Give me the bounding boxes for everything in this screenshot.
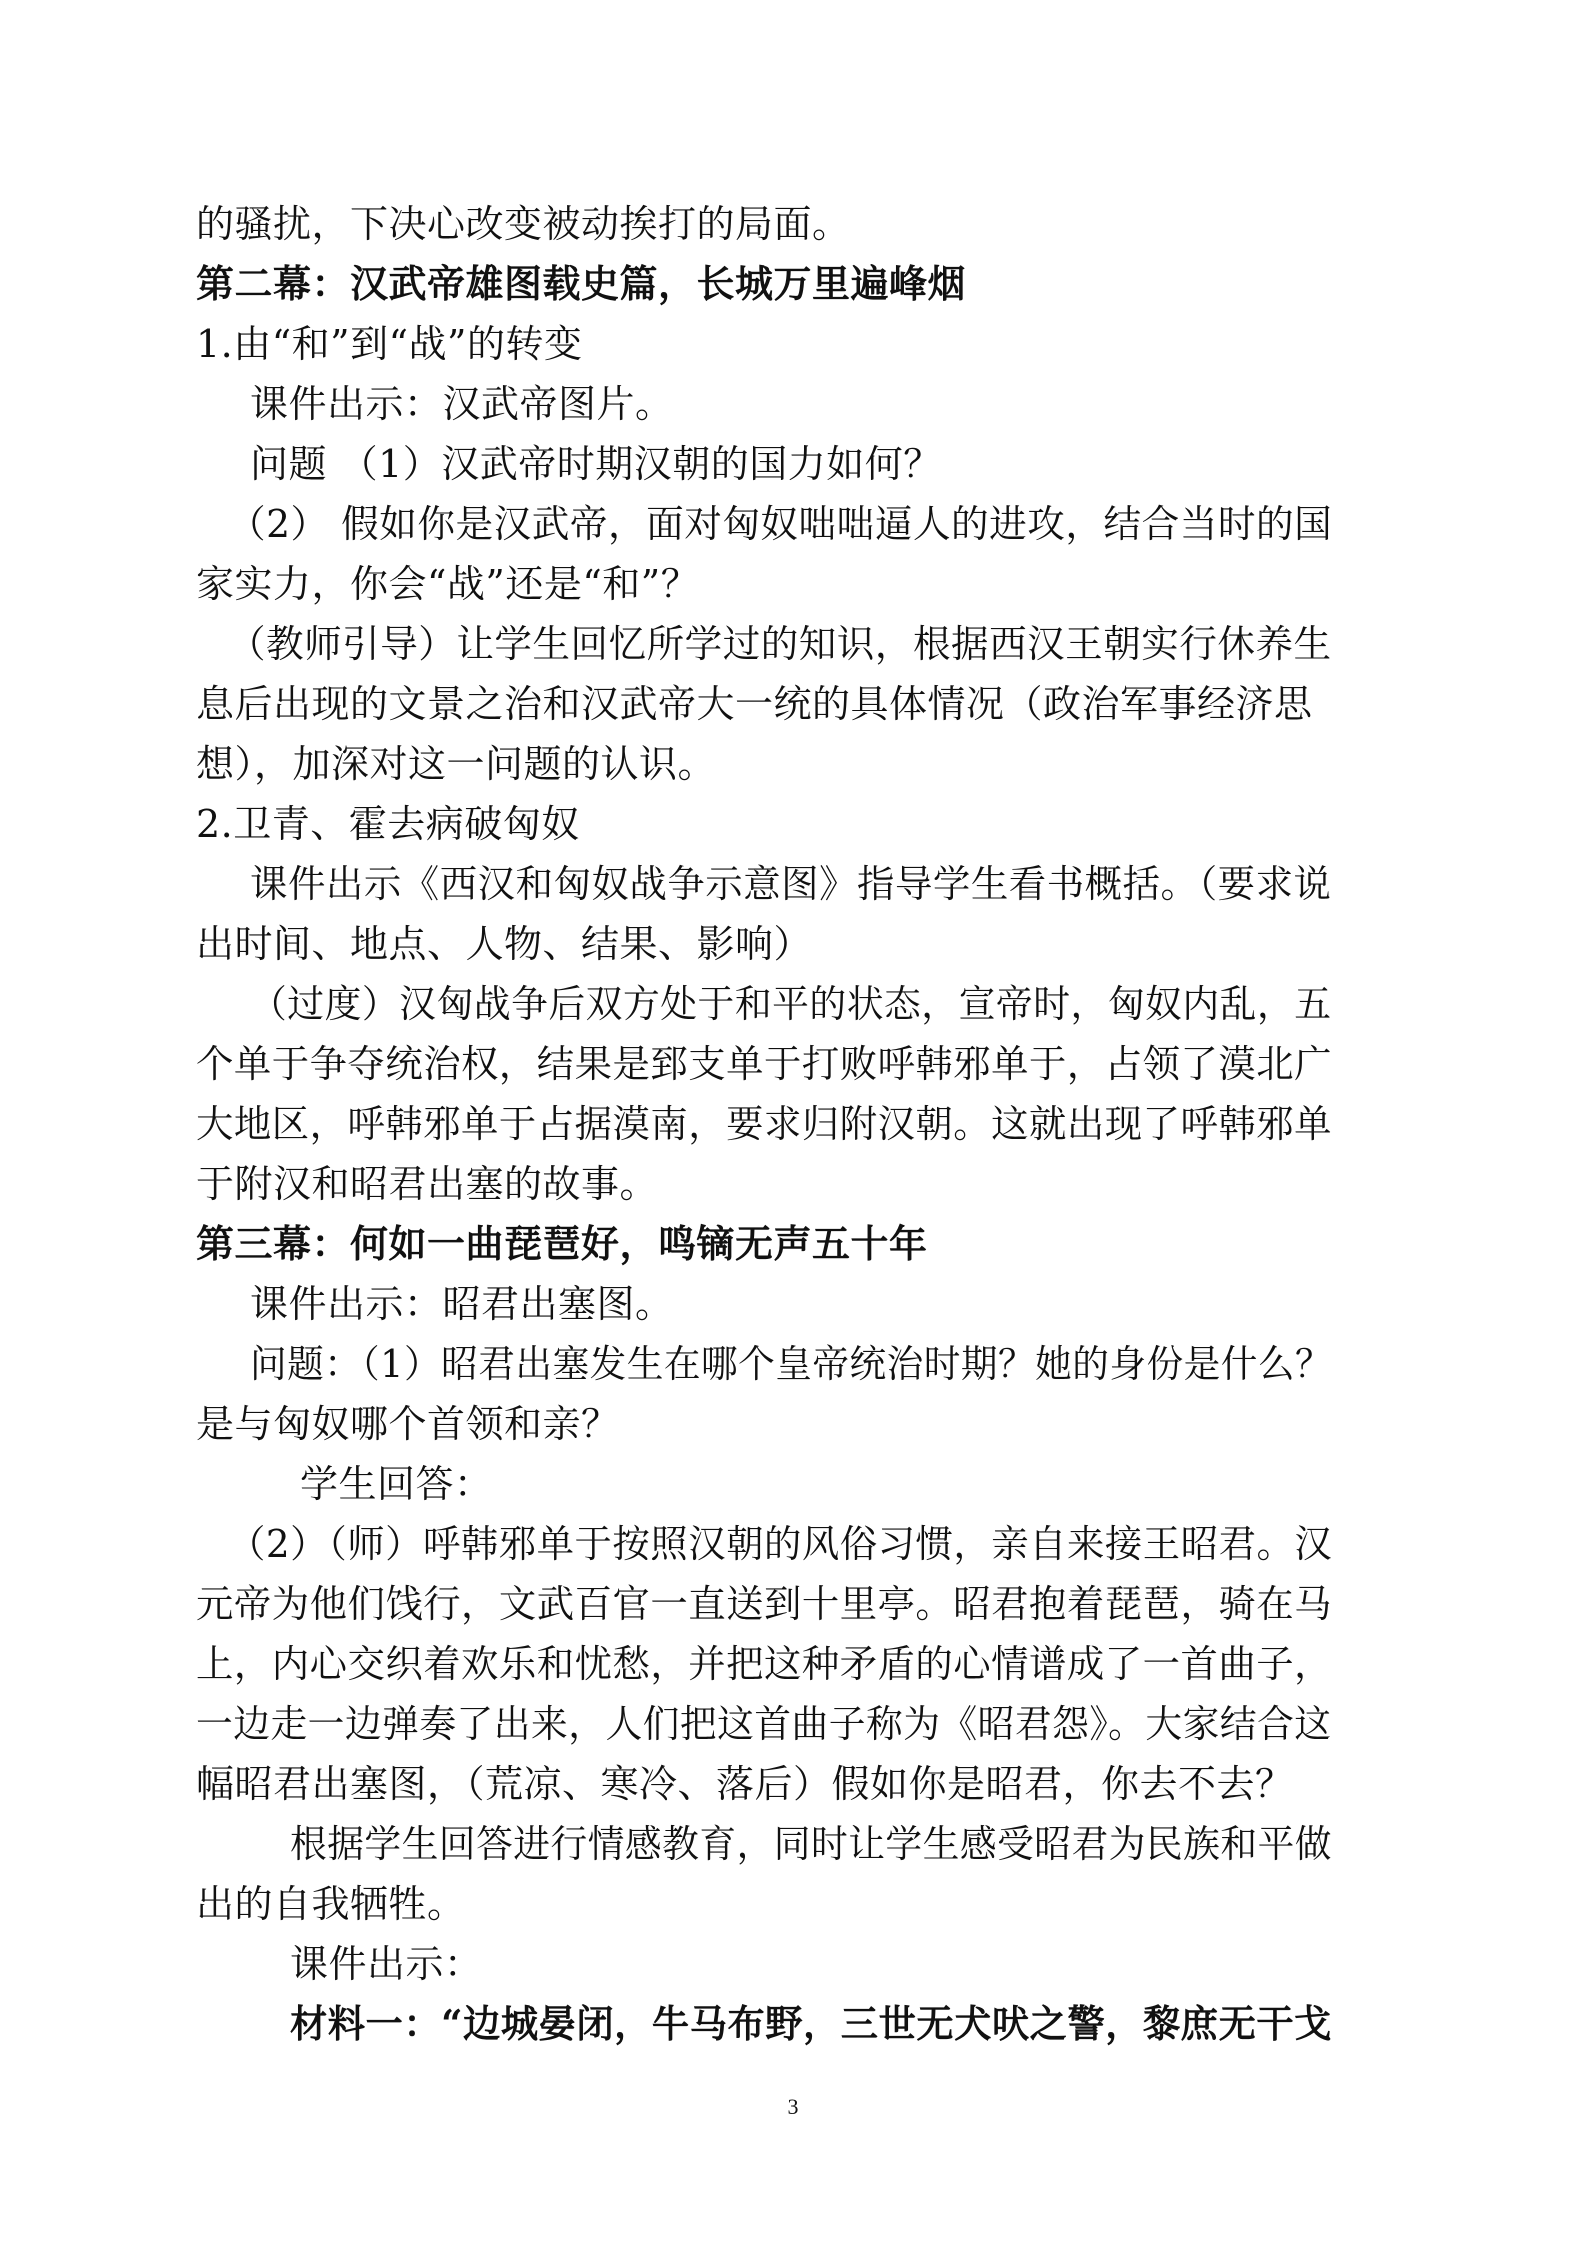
transition-line-3: 大地区，呼韩邪单于占据漠南，要求归附汉朝。这就出现了呼韩邪单 (196, 1102, 1332, 1146)
text-line-7: 家实力，你会“战”还是“和”？ (196, 562, 700, 606)
section-heading-2: 2.卫青、霍去病破匈奴 (196, 802, 580, 846)
teacher-guide-line-3: 想），加深对这一问题的认识。 (196, 742, 717, 786)
act-three-heading: 第三幕：何如一曲琵琶好，鸣镝无声五十年 (196, 1221, 928, 1266)
question-line-2: （2） 假如你是汉武帝，面对匈奴咄咄逼人的进攻，结合当时的国 (228, 502, 1333, 546)
text-line-30: 课件出示： (290, 1942, 483, 1986)
text-line-29: 出的自我牺牲。 (196, 1882, 466, 1926)
text-line-28: 根据学生回答进行情感教育，同时让学生感受昭君为民族和平做 (290, 1822, 1333, 1866)
transition-line-2: 个单于争夺统治权，结果是郅支单于打败呼韩邪单于，占领了漠北广 (196, 1042, 1332, 1086)
text-line-19: 课件出示：昭君出塞图。 (250, 1282, 674, 1326)
student-answer-label: 学生回答： (300, 1462, 493, 1506)
text-line-12: 课件出示《西汉和匈奴战争示意图》指导学生看书概括。（要求说 (250, 862, 1332, 906)
question-line-1: 问题 （1）汉武帝时期汉朝的国力如何？ (250, 442, 942, 486)
text-line-1: 的骚扰，下决心改变被动挨打的局面。 (196, 202, 851, 246)
teacher-guide-line-1: （教师引导）让学生回忆所学过的知识，根据西汉王朝实行休养生 (228, 622, 1332, 666)
question-line-3: 问题：（1）昭君出塞发生在哪个皇帝统治时期？她的身份是什么？ (250, 1342, 1333, 1386)
text-line-21: 是与匈奴哪个首领和亲？ (196, 1402, 620, 1446)
section-heading-1: 1.由“和”到“战”的转变 (196, 322, 583, 366)
story-line-5: 幅昭君出塞图，（荒凉、寒冷、落后）假如你是昭君，你去不去？ (196, 1762, 1294, 1806)
material-one-line: 材料一：“边城晏闭，牛马布野，三世无犬吠之警，黎庶无干戈 (290, 2001, 1332, 2046)
story-line-4: 一边走一边弹奏了出来，人们把这首曲子称为《昭君怨》。大家结合这 (196, 1702, 1332, 1746)
text-line-4: 课件出示：汉武帝图片。 (250, 382, 674, 426)
story-line-1: （2）（师）呼韩邪单于按照汉朝的风俗习惯，亲自来接王昭君。汉 (228, 1522, 1333, 1566)
act-two-heading: 第二幕：汉武帝雄图载史篇，长城万里遍峰烟 (196, 261, 967, 306)
story-line-2: 元帝为他们饯行，文武百官一直送到十里亭。昭君抱着琵琶，骑在马 (196, 1582, 1332, 1626)
story-line-3: 上，内心交织着欢乐和忧愁，并把这种矛盾的心情谱成了一首曲子， (196, 1642, 1332, 1686)
text-line-13: 出时间、地点、人物、结果、影响） (196, 922, 813, 966)
transition-line-4: 于附汉和昭君出塞的故事。 (196, 1162, 659, 1206)
teacher-guide-line-2: 息后出现的文景之治和汉武帝大一统的具体情况（政治军事经济思 (196, 682, 1313, 726)
transition-line-1: （过度）汉匈战争后双方处于和平的状态，宣帝时，匈奴内乱，五 (250, 982, 1332, 1026)
page-number: 3 (787, 2094, 799, 2119)
